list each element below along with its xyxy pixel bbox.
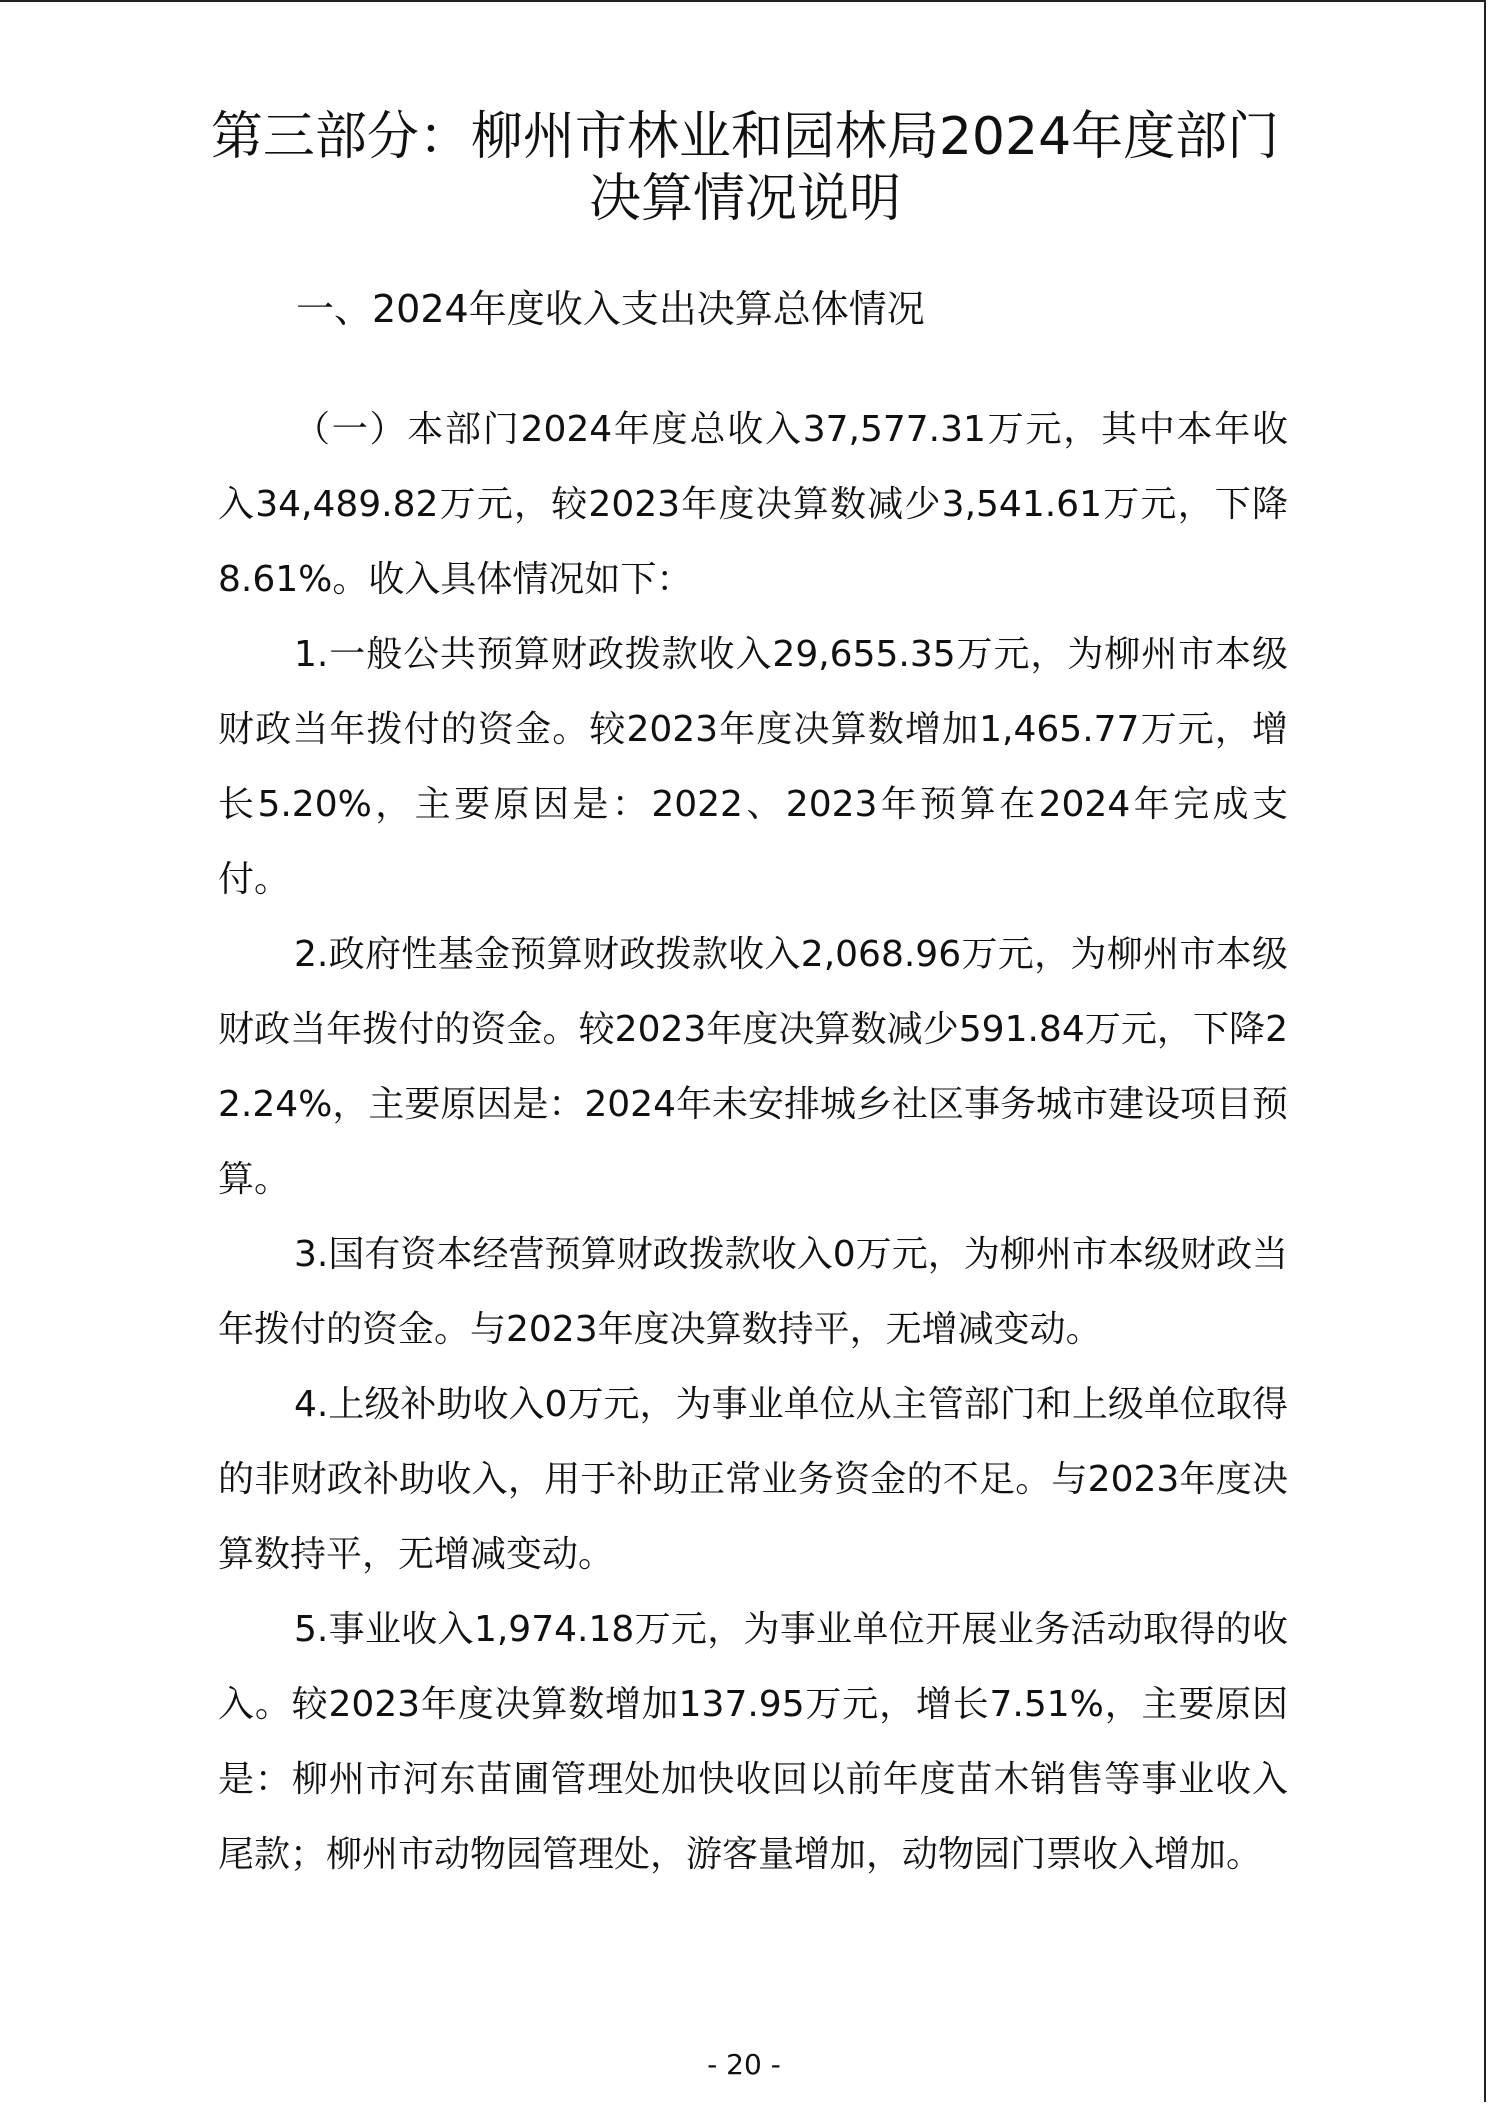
page-number: - 20 -: [707, 2048, 781, 2081]
paragraph-state-capital: 3.国有资本经营预算财政拨款收入0万元，为柳州市本级财政当年拨付的资金。与2023年度决算数持平，无增减变动。: [218, 1234, 1288, 1350]
paragraph-government-fund: 2.政府性基金预算财政拨款收入2,068.96万元，为柳州市本级财政当年拨付的资金。较2023年度决算数减少591.84万元，下降22.24%，主要原因是：2024年未安排城乡社区事务城市建设项目预算。: [218, 934, 1288, 1200]
section-heading: 一、2024年度收入支出决算总体情况: [296, 287, 925, 331]
paragraph-superior-subsidy: 4.上级补助收入0万元，为事业单位从主管部门和上级单位取得的非财政补助收入，用于补助正常业务资金的不足。与2023年度决算数持平，无增减变动。: [218, 1384, 1288, 1575]
document-body: [218, 392, 1288, 1892]
paragraph-general-budget: 1.一般公共预算财政拨款收入29,655.35万元，为柳州市本级财政当年拨付的资金。较2023年度决算数增加1,465.77万元，增长5.20%，主要原因是：2022、2023年预算在2024年完成支付。: [218, 634, 1288, 900]
paragraph-total-income: （一）本部门2024年度总收入37,577.31万元，其中本年收入34,489.82万元，较2023年度决算数减少3,541.61万元，下降8.61%。收入具体情况如下：: [218, 409, 1288, 600]
paragraph-business-income: 5.事业收入1,974.18万元，为事业单位开展业务活动取得的收入。较2023年度决算数增加137.95万元，增长7.51%，主要原因是：柳州市河东苗圃管理处加快收回以前年度苗木销售等事业收入尾款；柳州市动物园管理处，游客量增加，动物园门票收入增加。: [218, 1609, 1288, 1875]
document-title: 第三部分：柳州市林业和园林局2024年度部门决算情况说明: [210, 107, 1280, 229]
